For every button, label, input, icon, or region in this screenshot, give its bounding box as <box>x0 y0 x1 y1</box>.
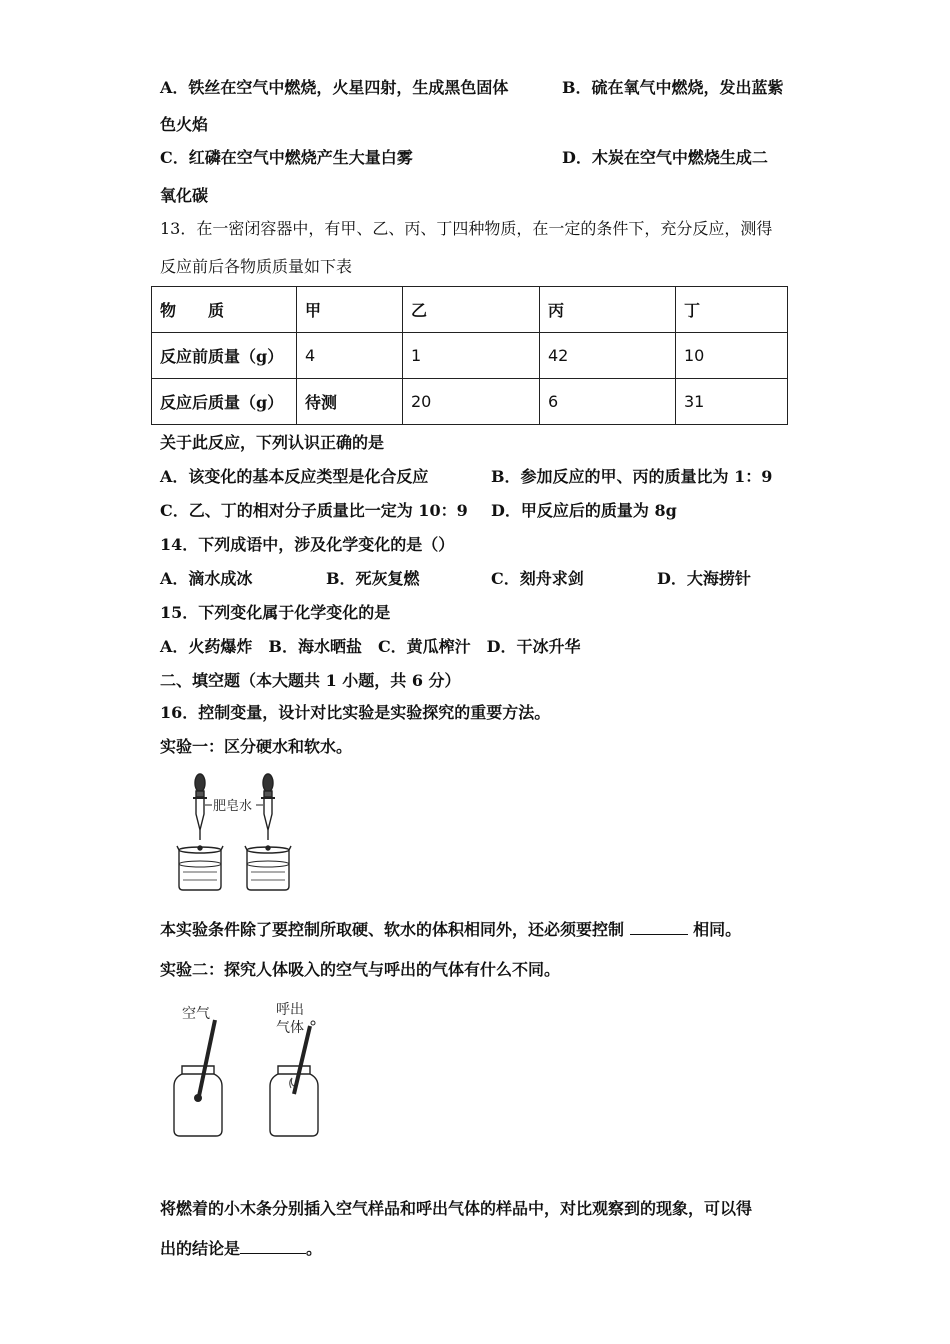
soap-water-label: 肥皂水 <box>213 799 253 814</box>
q14-option-d: D．大海捞针 <box>657 569 751 588</box>
q12-option-d-cont: 氧化碳 <box>160 186 209 205</box>
dropper-right <box>261 774 275 850</box>
breath-label-2: 气体 <box>276 1020 304 1036</box>
q12-option-c: C．红磷在空气中燃烧产生大量白雾 <box>160 148 413 167</box>
table-cell: 31 <box>676 379 788 425</box>
q12-option-b-cont: 色火焰 <box>160 115 209 134</box>
breath-label-1: 呼出 <box>276 1002 304 1018</box>
table-header-cell: 丁 <box>676 287 788 333</box>
exp2-title: 实验二：探究人体吸入的空气与呼出的气体有什么不同。 <box>160 960 561 979</box>
table-header-cell: 丙 <box>540 287 676 333</box>
table-cell: 6 <box>540 379 676 425</box>
q13-option-c: C．乙、丁的相对分子质量比一定为 10：9 <box>160 501 468 520</box>
air-label: 空气 <box>182 1006 210 1022</box>
q14-stem: 14．下列成语中，涉及化学变化的是（） <box>160 535 455 554</box>
q12-option-b: B．硫在氧气中燃烧，发出蓝紫 <box>562 78 784 97</box>
q13-stem: 13．在一密闭容器中，有甲、乙、丙、丁四种物质，在一定的条件下，充分反应，测得 <box>160 219 773 238</box>
jar-breath <box>270 1066 318 1136</box>
exp1-answer-blank[interactable] <box>630 918 688 935</box>
q14-option-c: C．刻舟求剑 <box>491 569 584 588</box>
table-cell: 42 <box>540 333 676 379</box>
q15-stem: 15．下列变化属于化学变化的是 <box>160 603 391 622</box>
breath-figure <box>170 998 330 1143</box>
exp2-question-1: 将燃着的小木条分别插入空气样品和呼出气体的样品中，对比观察到的现象，可以得 <box>160 1199 753 1218</box>
table-row <box>152 379 788 425</box>
q14-option-a: A．滴水成冰 <box>160 569 253 588</box>
table-header-cell: 乙 <box>403 287 540 333</box>
table-cell: 4 <box>297 333 403 379</box>
exp2-question-2 <box>160 1237 322 1259</box>
exp1-text-b: 相同。 <box>693 920 742 939</box>
beaker-left <box>177 846 223 890</box>
exp1-text-a: 本实验条件除了要控制所取硬、软水的体积相同外，还必须要控制 <box>160 920 625 939</box>
q13-option-b: B．参加反应的甲、丙的质量比为 1：9 <box>491 467 773 486</box>
exp2-answer-blank[interactable] <box>240 1237 306 1254</box>
mass-table <box>151 286 788 425</box>
dropper-left <box>193 774 207 850</box>
q13-question: 关于此反应，下列认识正确的是 <box>160 433 385 452</box>
exp2-text-b: 。 <box>306 1239 323 1258</box>
q15-options: A．火药爆炸 B．海水晒盐 C．黄瓜榨汁 D．干冰升华 <box>160 637 581 656</box>
table-header-row <box>152 287 788 333</box>
table-cell: 1 <box>403 333 540 379</box>
q12-option-d: D．木炭在空气中燃烧生成二 <box>562 148 768 167</box>
q13-stem-cont: 反应前后各物质质量如下表 <box>160 257 353 276</box>
splint-air <box>194 1020 215 1102</box>
q16-stem: 16．控制变量，设计对比实验是实验探究的重要方法。 <box>160 703 551 722</box>
table-header-cell: 物 质 <box>152 287 297 333</box>
table-cell: 反应前质量（g） <box>152 333 297 379</box>
soap-water-figure <box>165 770 305 895</box>
table-cell: 10 <box>676 333 788 379</box>
table-cell: 20 <box>403 379 540 425</box>
q14-option-b: B．死灰复燃 <box>326 569 420 588</box>
table-cell: 反应后质量（g） <box>152 379 297 425</box>
section-heading: 二、填空题（本大题共 1 小题，共 6 分） <box>160 671 461 690</box>
beaker-right <box>245 846 291 890</box>
exp1-title: 实验一：区分硬水和软水。 <box>160 737 353 756</box>
exp1-question <box>160 918 741 940</box>
q13-option-a: A．该变化的基本反应类型是化合反应 <box>160 467 429 486</box>
table-cell: 待测 <box>297 379 403 425</box>
q12-option-a: A．铁丝在空气中燃烧，火星四射，生成黑色固体 <box>160 78 509 97</box>
table-row <box>152 333 788 379</box>
q13-option-d: D．甲反应后的质量为 8g <box>491 501 677 520</box>
table-header-cell: 甲 <box>297 287 403 333</box>
exp2-text-a: 出的结论是 <box>160 1239 241 1258</box>
